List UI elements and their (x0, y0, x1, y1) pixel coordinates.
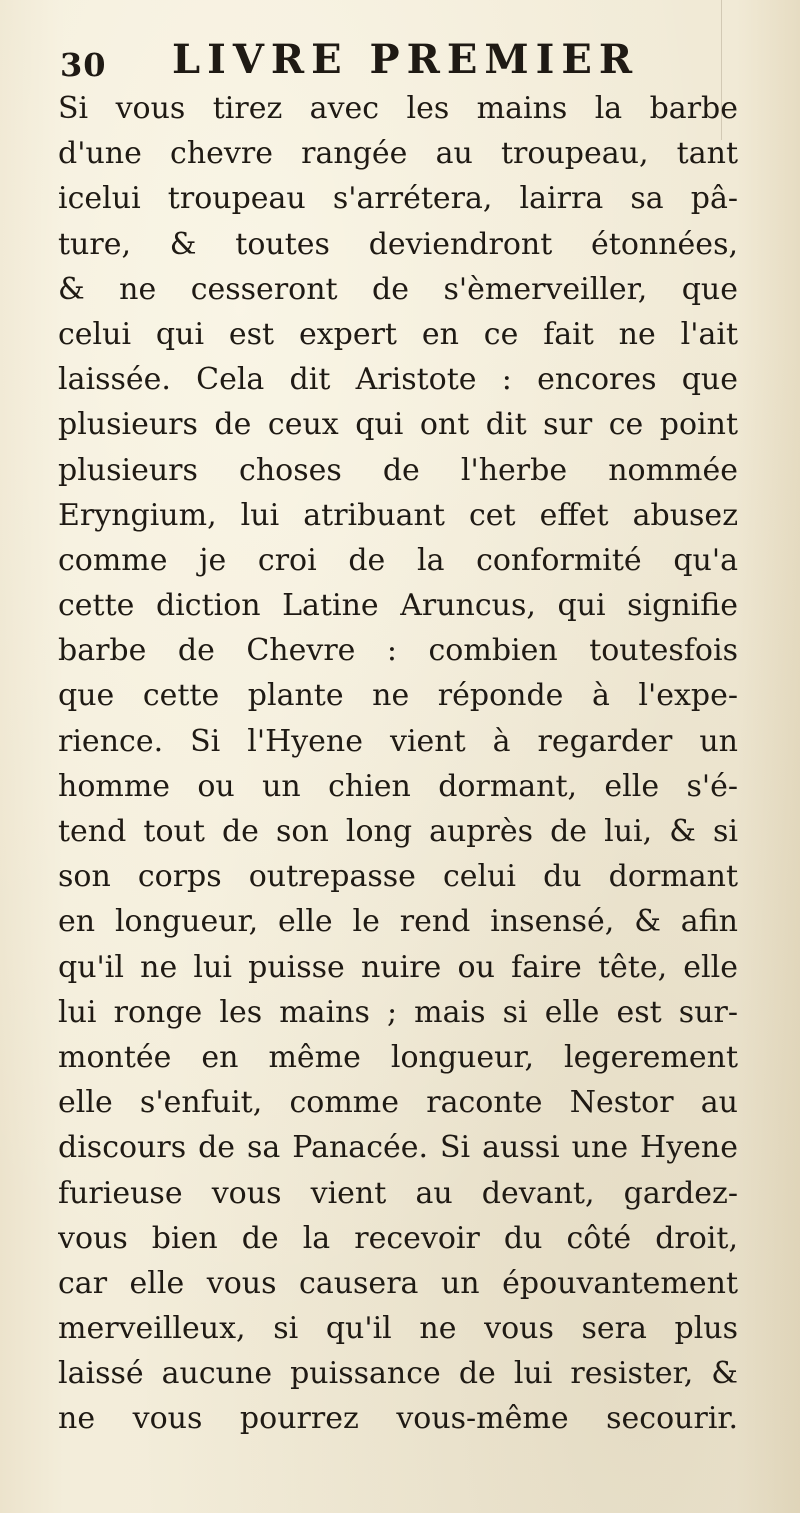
text-line: qu'il ne lui puisse nuire ou faire tête, elle (58, 949, 738, 985)
text-line: son corps outrepasse celui du dormant (58, 859, 738, 895)
text-line: vous bien de la recevoir du côté droit, (58, 1220, 738, 1256)
text-line: d'une chevre rangée au troupeau, tant (58, 136, 738, 172)
text-line: furieuse vous vient au devant, gardez- (58, 1175, 738, 1211)
running-head: LIVRE PREMIER (172, 36, 640, 83)
text-line: cette diction Latine Aruncus, qui signifie (58, 588, 738, 624)
text-line: laissée. Cela dit Aristote : encores que (58, 362, 738, 398)
text-line: & ne cesseront de s'èmerveiller, que (58, 271, 738, 307)
text-line: rience. Si l'Hyene vient à regarder un (58, 723, 738, 759)
text-line: comme je croi de la conformité qu'a (58, 542, 738, 578)
text-line: discours de sa Panacée. Si aussi une Hyene (58, 1130, 738, 1166)
body-text (58, 86, 738, 1442)
text-line: en longueur, elle le rend insensé, & afin (58, 904, 738, 940)
text-line: icelui troupeau s'arrétera, lairra sa pâ- (58, 181, 738, 217)
text-line: merveilleux, si qu'il ne vous sera plus (58, 1311, 738, 1347)
text-line: Eryngium, lui atribuant cet effet abusez (58, 497, 738, 533)
text-line: homme ou un chien dormant, elle s'é- (58, 768, 738, 804)
text-line: plusieurs de ceux qui ont dit sur ce point (58, 407, 738, 443)
text-line: ne vous pourrez vous-même secourir. (58, 1401, 738, 1437)
page-header (60, 36, 750, 90)
text-line: ture, & toutes deviendront étonnées, (58, 226, 738, 262)
text-line: lui ronge les mains ; mais si elle est sur- (58, 994, 738, 1030)
text-line: que cette plante ne réponde à l'expe- (58, 678, 738, 714)
text-line: plusieurs choses de l'herbe nommée (58, 452, 738, 488)
text-line: montée en même longueur, legerement (58, 1039, 738, 1075)
text-line: car elle vous causera un épouvantement (58, 1265, 738, 1301)
text-line: elle s'enfuit, comme raconte Nestor au (58, 1085, 738, 1121)
text-line: barbe de Chevre : combien toutesfois (58, 633, 738, 669)
text-line: Si vous tirez avec les mains la barbe (58, 91, 738, 126)
page-number: 30 (60, 46, 107, 84)
text-line: tend tout de son long auprès de lui, & si (58, 814, 738, 849)
text-line: laissé aucune puissance de lui resister, & (58, 1356, 738, 1392)
text-line: celui qui est expert en ce fait ne l'ait (58, 316, 738, 352)
